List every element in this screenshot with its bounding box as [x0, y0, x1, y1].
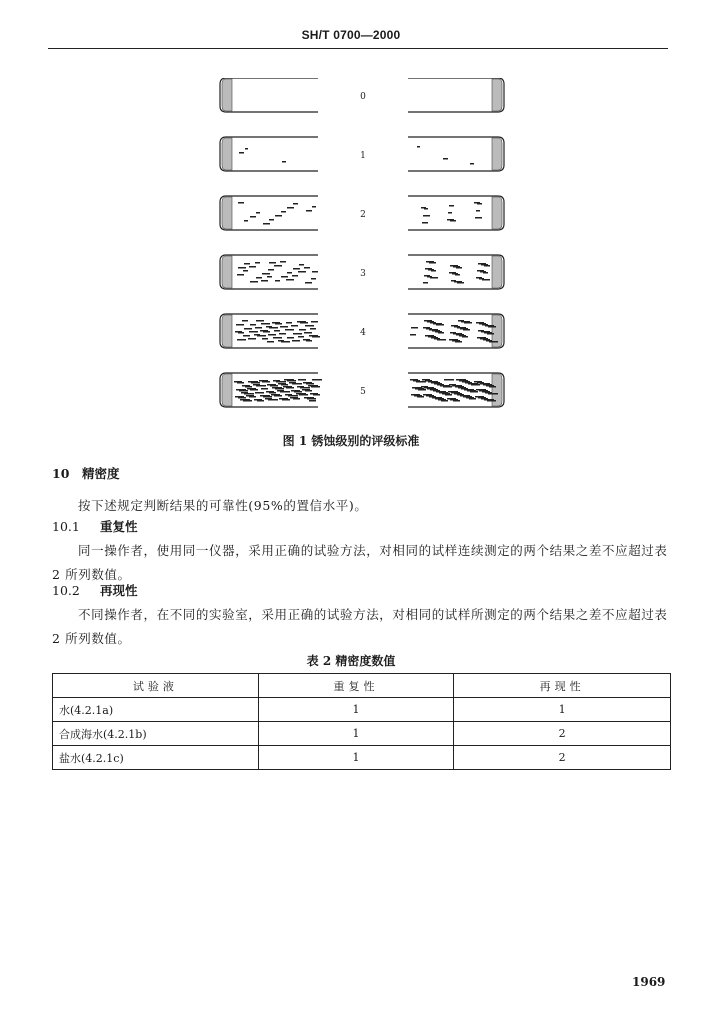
rust-mark	[312, 271, 318, 273]
rust-mark	[417, 146, 420, 148]
left-specimen-outline	[220, 196, 318, 230]
grade-label: 3	[360, 269, 366, 279]
cell-repeatability: 1	[258, 698, 454, 722]
section-10-2-title: 再现性	[100, 583, 138, 598]
rust-mark	[425, 268, 432, 270]
rust-mark	[263, 331, 270, 333]
rust-mark	[255, 392, 264, 394]
rust-mark	[449, 384, 456, 386]
grade-label: 2	[360, 210, 366, 220]
rust-mark	[275, 323, 282, 325]
cell-liquid: 盐水(4.2.1c)	[53, 746, 259, 770]
rust-mark	[262, 381, 270, 383]
rust-mark	[275, 280, 280, 282]
rust-mark	[280, 391, 290, 393]
rust-mark	[256, 212, 260, 214]
grade-label: 4	[360, 328, 366, 338]
rust-mark	[245, 148, 248, 150]
rust-mark	[242, 320, 248, 322]
section-10-1-title: 重复性	[100, 519, 138, 534]
rust-mark	[288, 395, 298, 397]
rust-mark	[281, 341, 290, 343]
rust-mark	[251, 382, 260, 384]
rust-mark	[286, 387, 294, 389]
table-caption: 表 2 精密度数值	[306, 654, 396, 668]
rust-mark	[261, 323, 270, 325]
rust-mark	[411, 394, 420, 396]
cell-liquid: 合成海水(4.2.1b)	[53, 722, 259, 746]
rust-mark	[269, 219, 274, 221]
rust-mark	[282, 399, 290, 401]
rust-mark	[293, 398, 300, 400]
grade-label: 5	[360, 387, 366, 397]
rust-mark	[267, 276, 272, 278]
right-specimen-end-hatch	[492, 79, 502, 111]
rust-mark	[274, 330, 280, 332]
left-specimen-end-hatch	[222, 256, 232, 288]
rust-mark	[263, 396, 272, 398]
rust-mark	[451, 325, 458, 327]
rust-mark	[299, 329, 306, 331]
rust-mark	[423, 215, 430, 217]
rust-mark	[293, 333, 302, 335]
rust-mark	[249, 266, 256, 268]
rust-mark	[294, 391, 302, 393]
rust-mark	[243, 270, 248, 272]
rust-mark	[477, 337, 486, 339]
rust-mark	[304, 267, 310, 269]
rust-mark	[422, 379, 430, 381]
rust-mark	[268, 334, 276, 336]
section-10-number: 10	[52, 466, 70, 481]
rust-mark	[287, 207, 294, 209]
specimen-row-grade-4	[220, 314, 504, 348]
specimen-row-grade-0	[220, 78, 504, 112]
rust-mark	[310, 328, 316, 330]
rust-mark	[448, 212, 452, 214]
rust-mark	[262, 338, 268, 340]
rust-mark	[449, 205, 454, 207]
rust-mark	[410, 334, 416, 336]
right-specimen-end-hatch	[492, 197, 502, 229]
header-test-liquid: 试验液	[53, 674, 259, 698]
rust-mark	[448, 391, 458, 393]
rust-mark	[287, 337, 294, 339]
rust-mark	[313, 394, 320, 396]
rust-mark	[291, 325, 298, 327]
rust-mark	[287, 272, 292, 274]
rust-mark	[238, 397, 246, 399]
rust-mark	[443, 158, 448, 160]
rust-mark	[477, 270, 484, 272]
left-specimen-outline	[220, 78, 318, 112]
precision-table	[52, 673, 671, 770]
header-repeatability: 重复性	[258, 674, 454, 698]
rust-mark	[444, 379, 454, 381]
section-10-title: 精密度	[82, 466, 120, 481]
header-reproducibility: 再现性	[454, 674, 671, 698]
table-row	[53, 722, 671, 746]
rust-mark	[255, 327, 262, 329]
rust-mark	[298, 271, 306, 273]
rust-mark	[267, 341, 274, 343]
rust-mark	[476, 322, 484, 324]
right-specimen-outline	[408, 78, 504, 112]
right-specimen-outline	[408, 196, 504, 230]
rust-mark	[269, 392, 276, 394]
rust-mark	[300, 387, 310, 389]
figure-caption: 图 1 锈蚀级别的评级标准	[282, 434, 420, 448]
rust-mark	[311, 321, 318, 323]
rust-mark	[305, 282, 312, 284]
rust-mark	[281, 211, 286, 213]
rust-mark	[305, 325, 314, 327]
rust-mark	[470, 163, 474, 165]
page-number: 1969	[632, 975, 666, 989]
rust-mark	[300, 322, 308, 324]
cell-repeatability: 1	[258, 746, 454, 770]
rust-mark	[450, 332, 456, 334]
rust-mark	[279, 333, 286, 335]
rust-mark	[250, 389, 258, 391]
rust-mark	[249, 331, 258, 333]
rust-mark	[281, 276, 288, 278]
rust-mark	[293, 203, 298, 205]
rust-mark	[248, 338, 256, 340]
rust-mark	[476, 277, 482, 279]
section-10-2-number: 10.2	[52, 583, 80, 598]
section-10-intro: 按下述规定判断结果的可靠性(95%的置信水平)。	[78, 498, 368, 513]
rust-mark	[257, 335, 266, 337]
left-specimen-outline	[220, 137, 318, 171]
cell-liquid: 水(4.2.1a)	[53, 698, 259, 722]
rust-mark	[474, 381, 482, 383]
rust-mark	[245, 386, 252, 388]
left-specimen-end-hatch	[222, 315, 232, 347]
rust-mark	[306, 383, 314, 385]
rust-mark	[238, 332, 244, 334]
left-specimen-end-hatch	[222, 374, 232, 406]
rust-mark	[423, 327, 430, 329]
section-10-1-text: 同一操作者，使用同一仪器，采用正确的试验方法，对相同的试样连续测定的两个结果之差不应超过表 2 所列数值。	[52, 543, 668, 582]
rust-mark	[274, 395, 282, 397]
rust-mark	[292, 383, 302, 385]
rust-mark	[250, 281, 258, 283]
rust-mark	[412, 387, 422, 389]
rust-mark	[410, 379, 418, 381]
rust-mark	[275, 215, 282, 217]
rust-mark	[255, 262, 260, 264]
rust-mark	[269, 262, 276, 264]
table-row	[53, 698, 671, 722]
rust-mark	[449, 272, 456, 274]
cell-reproducibility: 2	[454, 722, 671, 746]
rust-mark	[243, 335, 250, 337]
rust-mark	[421, 386, 428, 388]
rust-mark	[237, 274, 244, 276]
rust-mark	[239, 152, 244, 154]
rust-mark	[286, 279, 294, 281]
header-rule	[48, 48, 668, 49]
rust-mark	[268, 269, 274, 271]
rust-mark	[282, 161, 286, 163]
rust-mark	[312, 206, 316, 208]
rust-mark	[298, 379, 306, 381]
right-specimen-end-hatch	[492, 138, 502, 170]
specimen-row-grade-1	[220, 137, 504, 171]
rust-mark	[475, 396, 484, 398]
page-header: SH/T 0700—2000	[301, 28, 401, 42]
cell-reproducibility: 1	[454, 698, 671, 722]
rust-mark	[424, 320, 432, 322]
rust-mark	[478, 330, 484, 332]
rust-mark	[411, 327, 418, 329]
cell-repeatability: 1	[258, 722, 454, 746]
rust-mark	[307, 398, 316, 400]
right-specimen-end-hatch	[492, 256, 502, 288]
rust-mark	[243, 400, 252, 402]
rust-mark	[287, 380, 296, 382]
rust-mark	[256, 277, 262, 279]
rust-mark	[306, 210, 312, 212]
rust-mark	[305, 390, 312, 392]
rust-mark	[280, 261, 286, 263]
rust-mark	[304, 332, 312, 334]
rust-mark	[309, 400, 316, 402]
cell-reproducibility: 2	[454, 746, 671, 770]
rust-mark	[270, 385, 278, 387]
rust-mark	[275, 388, 284, 390]
rust-mark	[312, 379, 322, 381]
rust-mark	[250, 324, 256, 326]
left-specimen-end-hatch	[222, 197, 232, 229]
rust-mark	[426, 261, 434, 263]
section-10-2-text: 不同操作者，在不同的实验室，采用正确的试验方法，对相同的试样所测定的两个结果之差不应超过表 2 所列数值。	[52, 607, 668, 646]
rust-mark	[478, 263, 486, 265]
rust-mark	[298, 336, 304, 338]
rust-mark	[293, 268, 300, 270]
rust-grade-figure	[214, 78, 514, 418]
rust-mark	[299, 264, 304, 266]
rust-mark	[424, 275, 430, 277]
specimen-row-grade-3	[220, 255, 504, 289]
rust-mark	[458, 320, 464, 322]
rust-mark	[449, 339, 458, 341]
left-specimen-end-hatch	[222, 138, 232, 170]
rust-mark	[237, 339, 246, 341]
rust-mark	[237, 382, 244, 384]
rust-mark	[423, 394, 432, 396]
rust-mark	[299, 394, 308, 396]
grade-label: 1	[360, 151, 366, 161]
rust-mark	[244, 393, 254, 395]
rust-mark	[280, 326, 288, 328]
rust-mark	[261, 388, 268, 390]
rust-mark	[451, 280, 456, 282]
rust-mark	[269, 327, 278, 329]
rust-mark	[268, 399, 278, 401]
rust-mark	[286, 322, 292, 324]
rust-mark	[257, 400, 264, 402]
rust-mark	[447, 398, 456, 400]
rust-mark	[273, 337, 282, 339]
rust-mark	[450, 265, 458, 267]
specimen-row-grade-5	[220, 373, 504, 407]
rust-mark	[474, 202, 480, 204]
rust-mark	[285, 329, 294, 331]
table-row	[53, 746, 671, 770]
rust-mark	[476, 210, 480, 212]
rust-mark	[236, 324, 244, 326]
section-10-1-number: 10.1	[52, 519, 80, 534]
rust-mark	[256, 320, 264, 322]
rust-mark	[447, 219, 454, 221]
left-specimen-end-hatch	[222, 79, 232, 111]
rust-mark	[244, 328, 252, 330]
table-header-row	[53, 674, 671, 698]
rust-mark	[292, 275, 298, 277]
rust-mark	[306, 340, 312, 342]
rust-mark	[239, 390, 248, 392]
rust-mark	[423, 282, 428, 284]
grade-label: 0	[360, 92, 366, 102]
rust-mark	[475, 217, 482, 219]
rust-mark	[456, 379, 466, 381]
rust-mark	[261, 280, 268, 282]
rust-mark	[238, 267, 246, 269]
rust-mark	[425, 335, 434, 337]
specimen-row-grade-2	[220, 196, 504, 230]
rust-mark	[281, 384, 288, 386]
rust-mark	[274, 265, 282, 267]
rust-mark	[244, 220, 248, 222]
rust-mark	[256, 385, 266, 387]
rust-mark	[312, 336, 320, 338]
rust-mark	[422, 222, 428, 224]
rust-mark	[311, 386, 320, 388]
rust-mark	[250, 216, 256, 218]
rust-mark	[292, 340, 300, 342]
rust-mark	[276, 381, 286, 383]
rust-mark	[421, 207, 426, 209]
right-specimen-outline	[408, 137, 504, 171]
rust-mark	[238, 202, 244, 204]
rust-mark	[263, 223, 270, 225]
rust-mark	[311, 278, 316, 280]
rust-mark	[249, 396, 256, 398]
rust-mark	[262, 273, 270, 275]
rust-mark	[476, 389, 486, 391]
rust-mark	[244, 263, 250, 265]
